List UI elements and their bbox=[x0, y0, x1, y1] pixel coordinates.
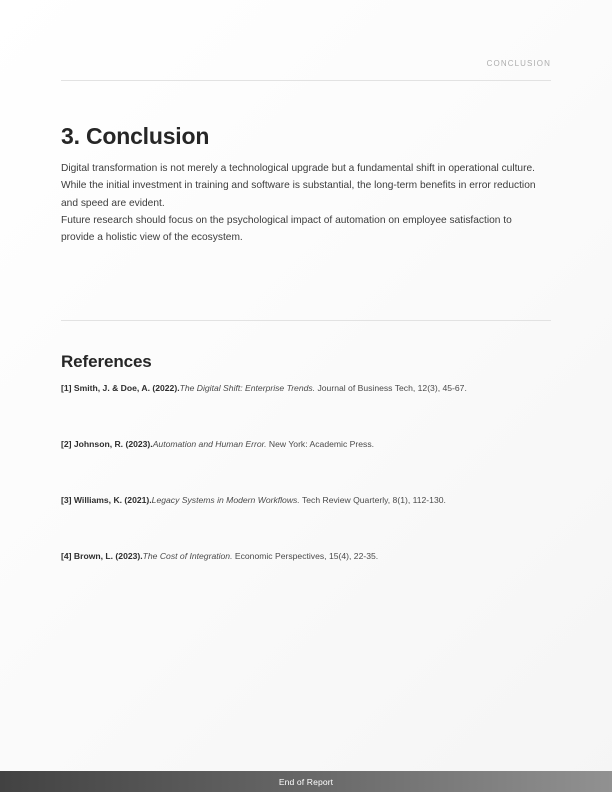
section-body bbox=[61, 160, 539, 246]
page-title: 3. Conclusion bbox=[61, 123, 210, 150]
body-paragraph-2: Future research should focus on the psychological impact of automation on employee satisfaction to provide a holistic view of the ecosystem. bbox=[61, 214, 512, 244]
reference-source: Journal of Business Tech, 12(3), 45-67. bbox=[315, 383, 467, 393]
header-divider bbox=[61, 80, 551, 81]
reference-item bbox=[61, 493, 543, 549]
reference-title: Legacy Systems in Modern Workflows. bbox=[151, 495, 300, 505]
reference-title: The Cost of Integration. bbox=[142, 551, 233, 561]
reference-title: Automation and Human Error. bbox=[152, 439, 267, 449]
reference-author-year: [3] Williams, K. (2021). bbox=[61, 495, 152, 505]
body-paragraph-1: Digital transformation is not merely a technological upgrade but a fundamental shift in operational culture. While the initial investment in training and software is substantial, the long-term benefits in error reduction and speed are evident. bbox=[61, 163, 536, 209]
reference-item bbox=[61, 437, 543, 493]
reference-author-year: [1] Smith, J. & Doe, A. (2022). bbox=[61, 383, 180, 393]
references-divider bbox=[61, 320, 551, 321]
reference-source: Tech Review Quarterly, 8(1), 112-130. bbox=[299, 495, 446, 505]
reference-author-year: [2] Johnson, R. (2023). bbox=[61, 439, 153, 449]
reference-source: New York: Academic Press. bbox=[266, 439, 374, 449]
reference-item bbox=[61, 549, 543, 605]
reference-source: Economic Perspectives, 15(4), 22-35. bbox=[232, 551, 379, 561]
references-title: References bbox=[61, 352, 152, 372]
footer-label: End of Report bbox=[278, 776, 334, 787]
footer-bar bbox=[0, 771, 612, 792]
reference-item bbox=[61, 381, 543, 437]
running-header: CONCLUSION bbox=[486, 59, 551, 68]
references-list bbox=[61, 381, 543, 605]
reference-author-year: [4] Brown, L. (2023). bbox=[61, 551, 143, 561]
reference-title: The Digital Shift: Enterprise Trends. bbox=[179, 383, 316, 393]
